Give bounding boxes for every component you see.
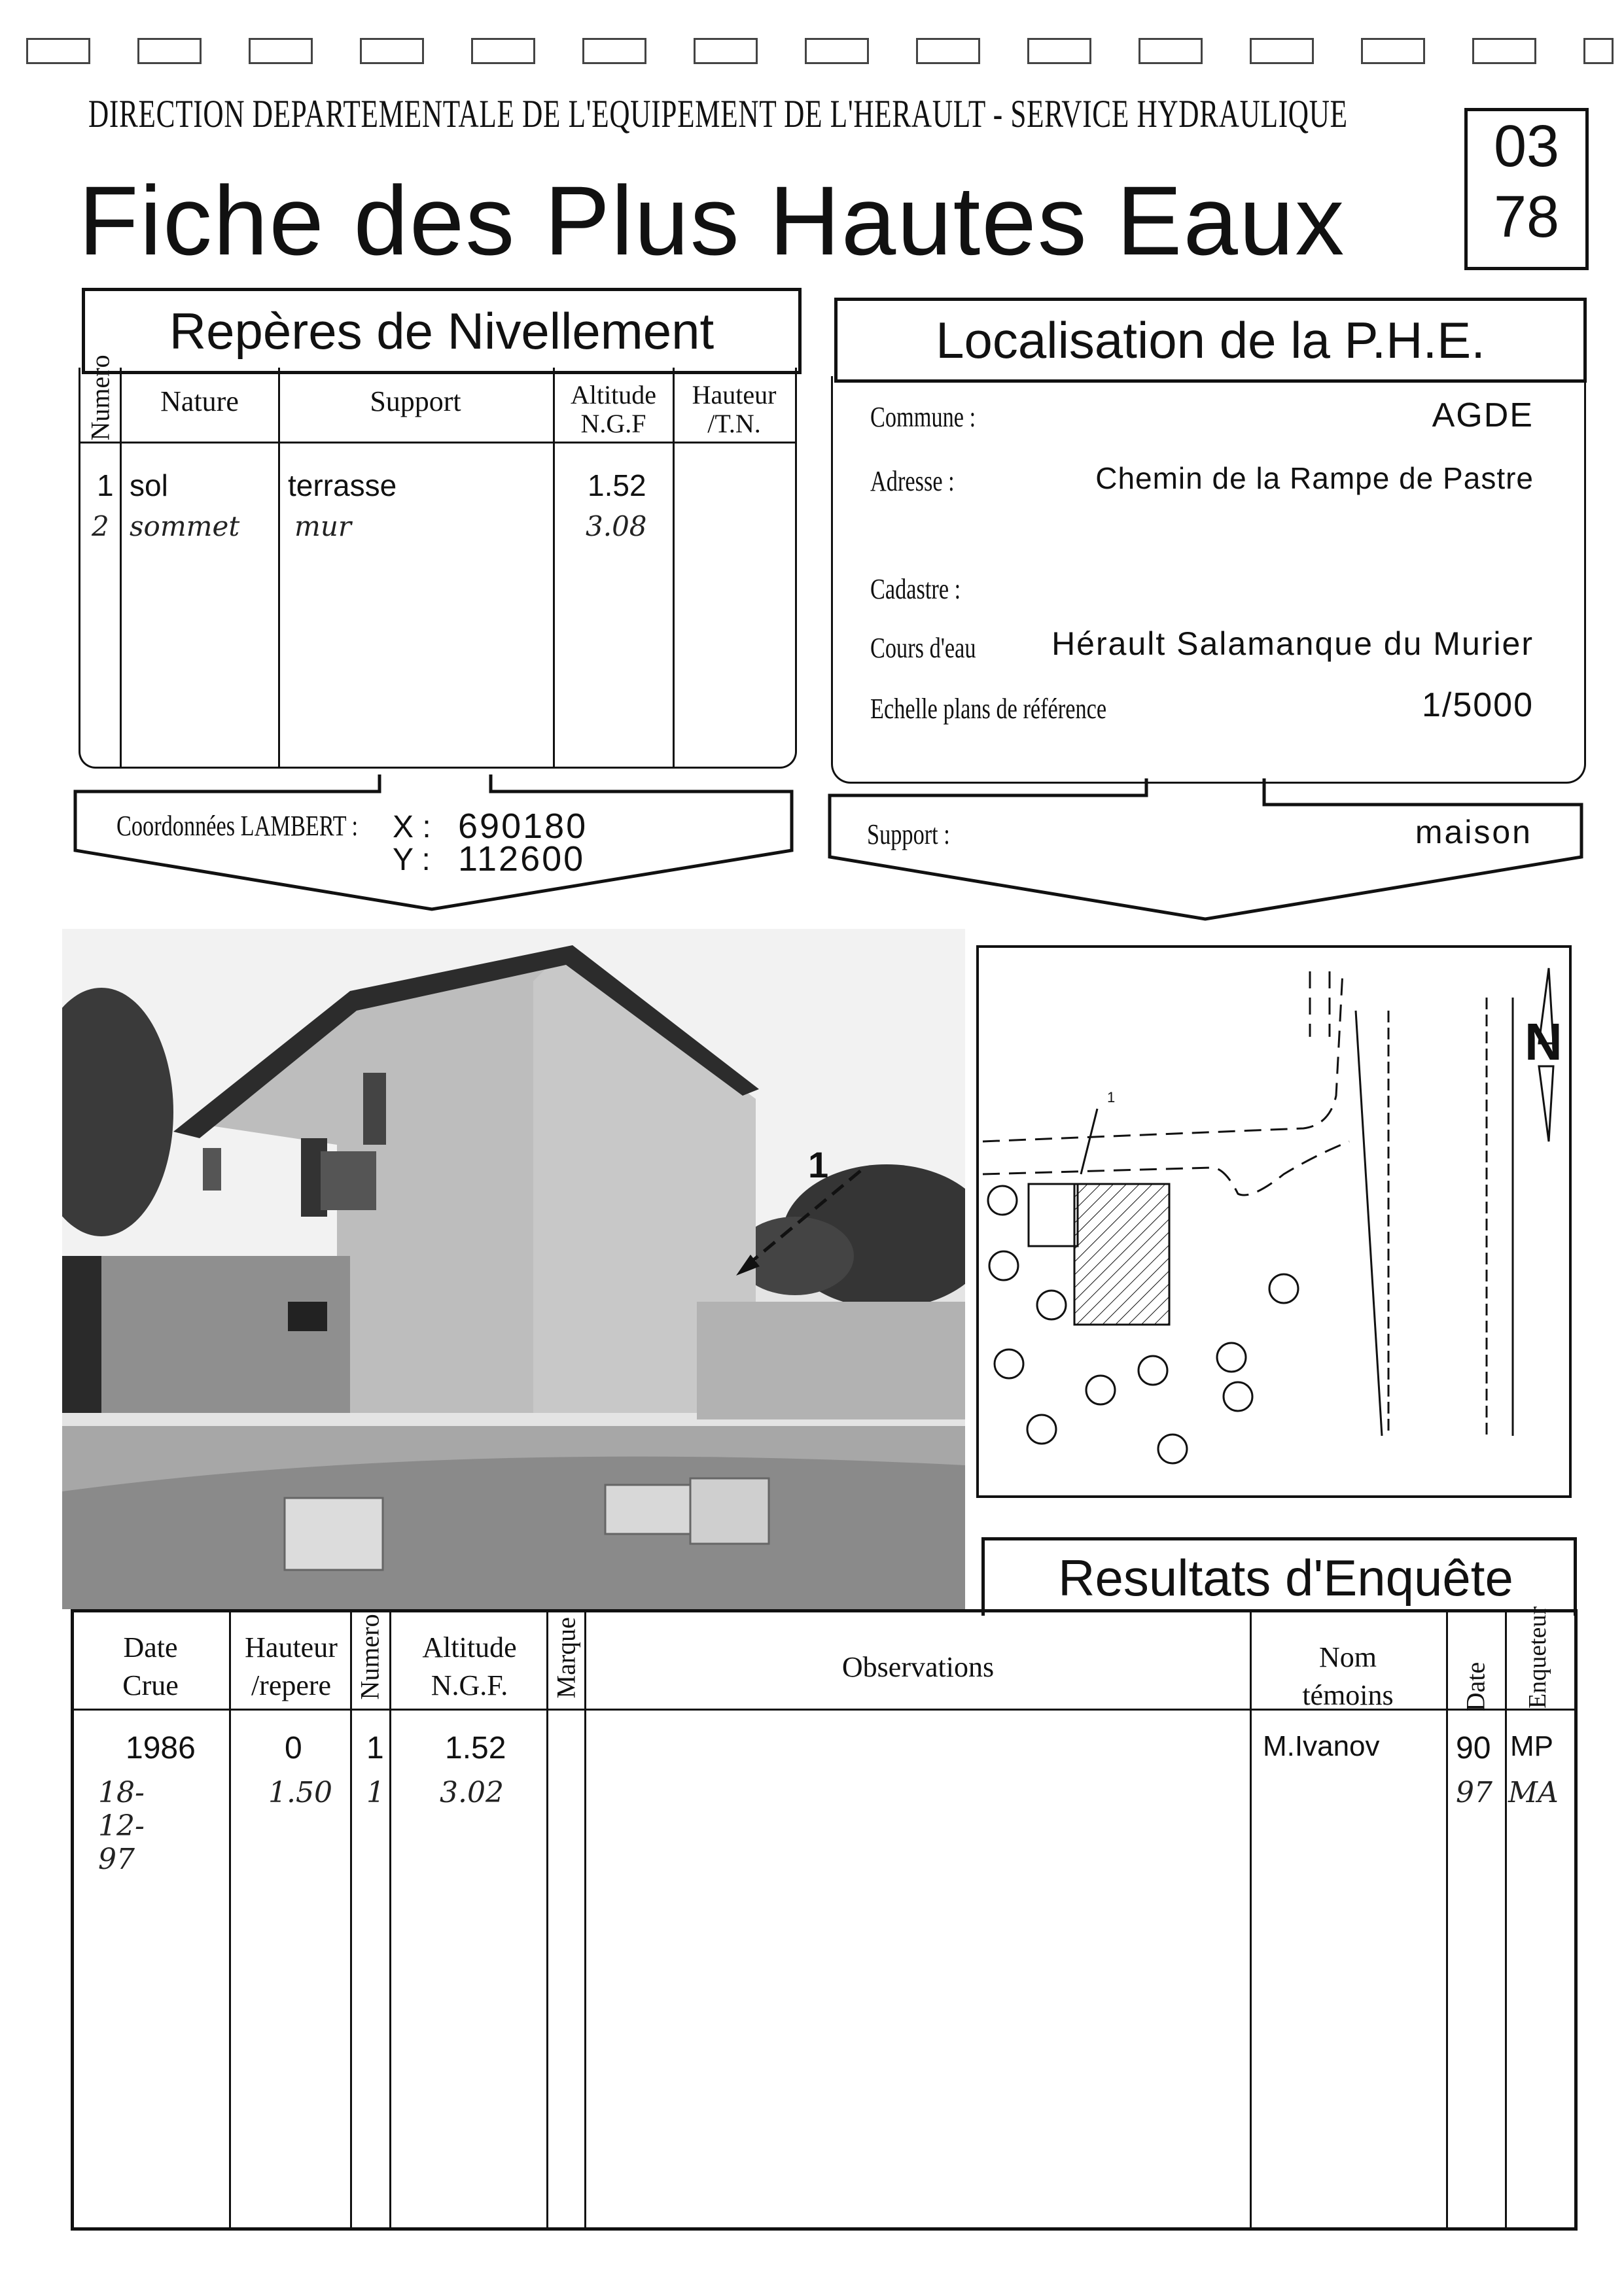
resultats-title-box [981, 1537, 1577, 1616]
res-col-numero: Numero [355, 1614, 385, 1700]
cours-value: Hérault Salamanque du Murier [1051, 625, 1534, 662]
y-label: Y : [393, 843, 431, 877]
ref-bottom: 78 [1493, 184, 1560, 250]
res-col-hauteur: Hauteur /repere [245, 1631, 338, 1702]
plan-marker: 1 [1107, 1089, 1116, 1105]
adresse-value: Chemin de la Rampe de Pastre [1095, 461, 1534, 495]
col-altitude: Altitude N.G.F [570, 380, 657, 438]
resultats-title: Resultats d'Enquête [1058, 1549, 1513, 1607]
echelle-value: 1/5000 [1421, 686, 1534, 724]
support-value: maison [1415, 814, 1532, 850]
support-label: Support : [867, 818, 950, 850]
adresse-label: Adresse : [870, 465, 955, 497]
res-col-marque: Marque [551, 1617, 581, 1699]
lambert-label: Coordonnées LAMBERT : [116, 810, 359, 842]
ref-top: 03 [1493, 114, 1560, 179]
col-nature: Nature [160, 385, 239, 417]
y-value: 112600 [458, 839, 586, 878]
x-value: 690180 [458, 807, 588, 846]
site-plan [976, 945, 1572, 1498]
col-numero: Numero [85, 355, 115, 441]
photo-marker: 1 [808, 1144, 829, 1185]
reperes-title-box [82, 288, 802, 374]
res-col-observations: Observations [841, 1651, 995, 1683]
res-col-altitude: Altitude N.G.F. [422, 1631, 517, 1702]
reference-box [1464, 108, 1589, 270]
x-label: X : [393, 810, 431, 844]
cours-label: Cours d'eau [870, 632, 976, 664]
res-col-nom: Nom témoins [1302, 1641, 1394, 1712]
commune-label: Commune : [870, 401, 976, 433]
department-line: DIRECTION DEPARTEMENTALE DE L'EQUIPEMENT DE L'HERAULT - SERVICE HYDRAULIQUE [88, 92, 1348, 135]
page-title: Fiche des Plus Hautes Eaux [79, 165, 1346, 275]
cadastre-label: Cadastre : [870, 573, 961, 605]
res-col-date: Date Crue [122, 1631, 179, 1702]
commune-value: AGDE [1432, 396, 1534, 434]
reperes-title: Repères de Nivellement [169, 302, 715, 360]
echelle-label: Echelle plans de référence [870, 693, 1107, 725]
house-photo [62, 929, 965, 1609]
col-support: Support [370, 385, 461, 417]
north-label: N [1525, 1013, 1562, 1071]
localisation-title: Localisation de la P.H.E. [936, 311, 1485, 369]
col-hauteur: Hauteur /T.N. [692, 380, 777, 438]
res-col-enqueteur: Enqueteur [1524, 1606, 1551, 1709]
res-col-date2: Date [1460, 1661, 1491, 1712]
localisation-title-box [834, 298, 1587, 383]
